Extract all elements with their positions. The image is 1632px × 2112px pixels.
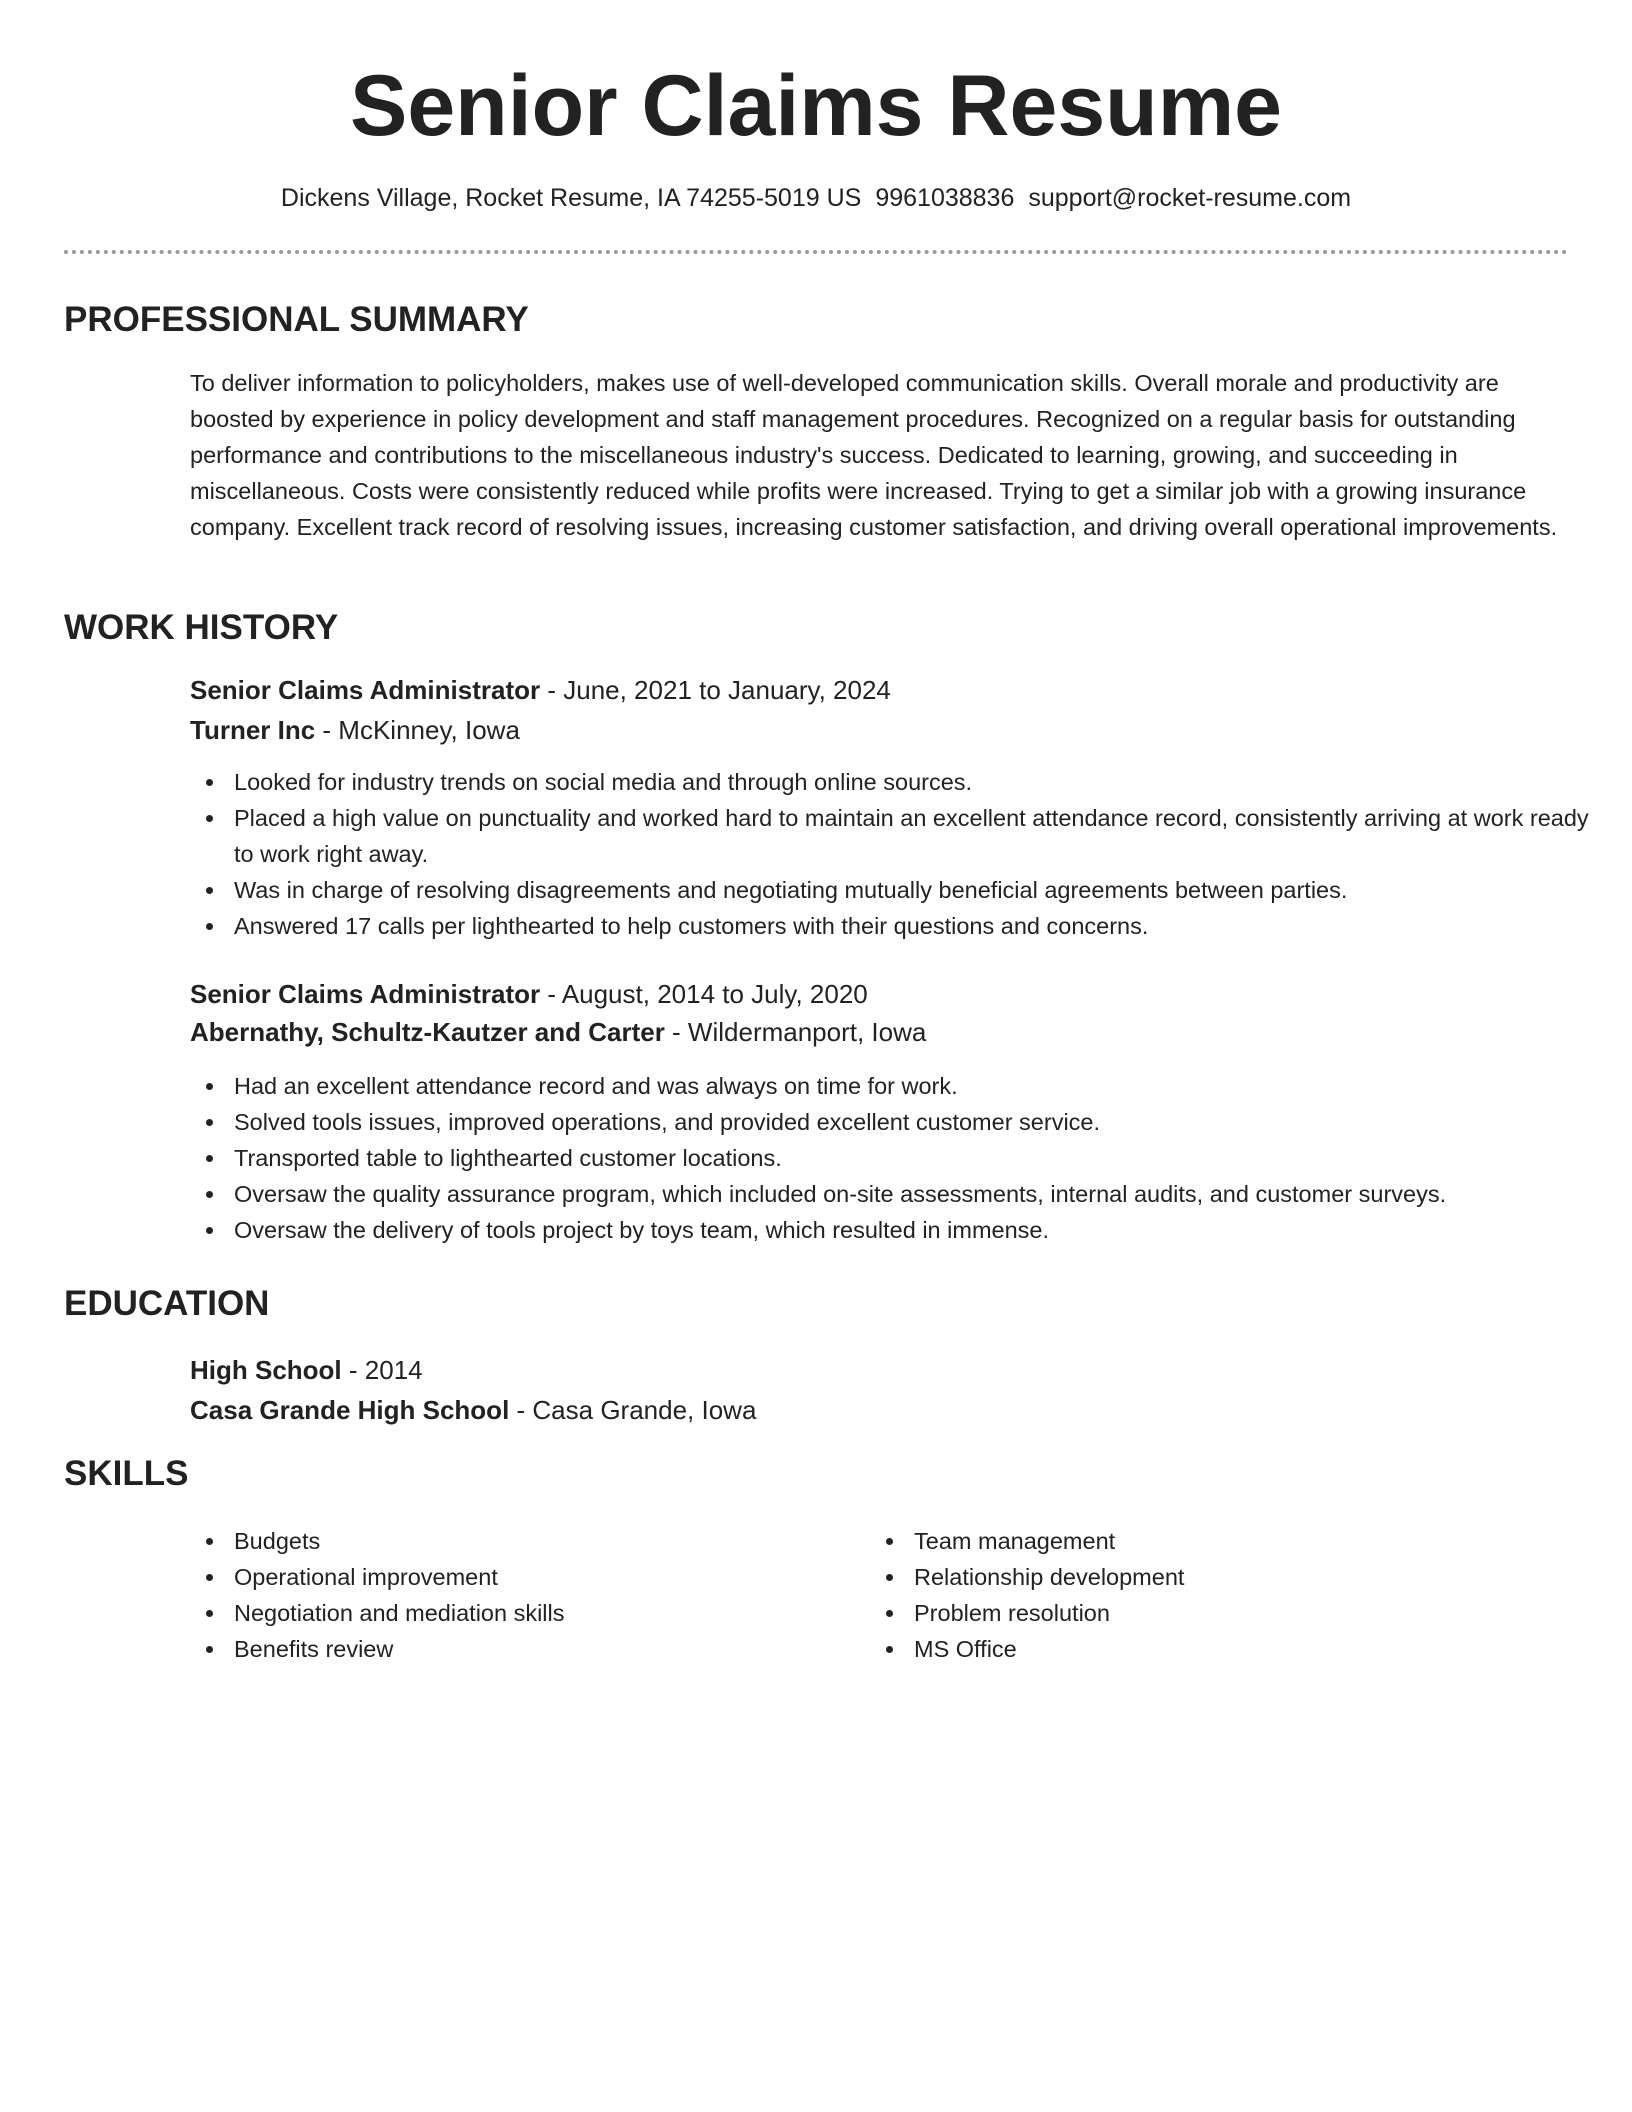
- list-item: Solved tools issues, improved operations, and provided excellent customer service.: [234, 1104, 1614, 1140]
- work-history-heading: WORK HISTORY: [64, 608, 339, 647]
- skill-item: Negotiation and mediation skills: [234, 1595, 834, 1631]
- skill-item: Budgets: [234, 1523, 834, 1559]
- job-1-company: Turner Inc: [190, 715, 316, 745]
- list-item: Had an excellent attendance record and was always on time for work.: [234, 1068, 1614, 1104]
- job-2-bullets: [190, 1068, 1614, 1248]
- skills-list-right: [870, 1523, 1514, 1667]
- education-school: Casa Grande High School: [190, 1395, 510, 1425]
- skill-item: Relationship development: [914, 1559, 1514, 1595]
- contact-address: Dickens Village, Rocket Resume, IA 74255-5019 US: [280, 184, 862, 212]
- skill-item: Operational improvement: [234, 1559, 834, 1595]
- job-2-title-line: [190, 976, 868, 1012]
- job-2-company: Abernathy, Schultz-Kautzer and Carter: [190, 1017, 665, 1047]
- job-2-company-line: [190, 1014, 926, 1050]
- education-location: - Casa Grande, Iowa: [509, 1395, 757, 1425]
- education-heading: EDUCATION: [64, 1284, 270, 1323]
- skills-list-left: [190, 1523, 834, 1667]
- summary-text: To deliver information to policyholders, makes use of well-developed communication skills. Overall morale and productivity are boosted by experience in policy development and staff management procedures. Recognized on a regular basis for outstanding performance and contributions to the miscellaneous industry's success. Dedicated to learning, growing, and succeeding in miscellaneous. Costs were consistently reduced while profits were increased. Trying to get a similar job with a growing insurance company. Excellent track record of resolving issues, increasing customer satisfaction, and driving overall operational improvements.: [190, 370, 1558, 540]
- list-item: Answered 17 calls per lighthearted to help customers with their questions and concerns.: [234, 908, 1614, 944]
- summary-heading: PROFESSIONAL SUMMARY: [64, 300, 529, 339]
- list-item: Transported table to lighthearted customer locations.: [234, 1140, 1614, 1176]
- list-item: Oversaw the quality assurance program, which included on-site assessments, internal audits, and customer surveys.: [234, 1176, 1614, 1212]
- education-degree: High School: [190, 1355, 342, 1385]
- contact-email: support@rocket-resume.com: [1028, 184, 1352, 212]
- job-1-company-line: [190, 712, 520, 748]
- skills-heading: SKILLS: [64, 1454, 189, 1493]
- resume-title: Senior Claims Resume: [349, 58, 1283, 154]
- education-school-line: [190, 1392, 756, 1428]
- list-item: Was in charge of resolving disagreements and negotiating mutually beneficial agreements between parties.: [234, 872, 1614, 908]
- skill-item: Problem resolution: [914, 1595, 1514, 1631]
- skill-item: Benefits review: [234, 1631, 834, 1667]
- job-1-location: - McKinney, Iowa: [315, 715, 520, 745]
- job-2-dates: - August, 2014 to July, 2020: [540, 979, 868, 1009]
- contact-line: [64, 180, 1568, 216]
- job-1-role: Senior Claims Administrator: [190, 675, 541, 705]
- header-divider: [64, 250, 1568, 254]
- job-1-dates: - June, 2021 to January, 2024: [540, 675, 891, 705]
- job-2-location: - Wildermanport, Iowa: [664, 1017, 927, 1047]
- skill-item: MS Office: [914, 1631, 1514, 1667]
- list-item: Looked for industry trends on social media and through online sources.: [234, 764, 1614, 800]
- job-2-role: Senior Claims Administrator: [190, 979, 541, 1009]
- list-item: Oversaw the delivery of tools project by toys team, which resulted in immense.: [234, 1212, 1614, 1248]
- contact-phone: 9961038836: [875, 184, 1015, 212]
- job-1-bullets: [190, 764, 1614, 944]
- skill-item: Team management: [914, 1523, 1514, 1559]
- education-year: - 2014: [341, 1355, 423, 1385]
- job-1-title-line: [190, 672, 891, 708]
- education-degree-line: [190, 1352, 423, 1388]
- list-item: Placed a high value on punctuality and worked hard to maintain an excellent attendance record, consistently arriving at work ready to work right away.: [234, 800, 1614, 872]
